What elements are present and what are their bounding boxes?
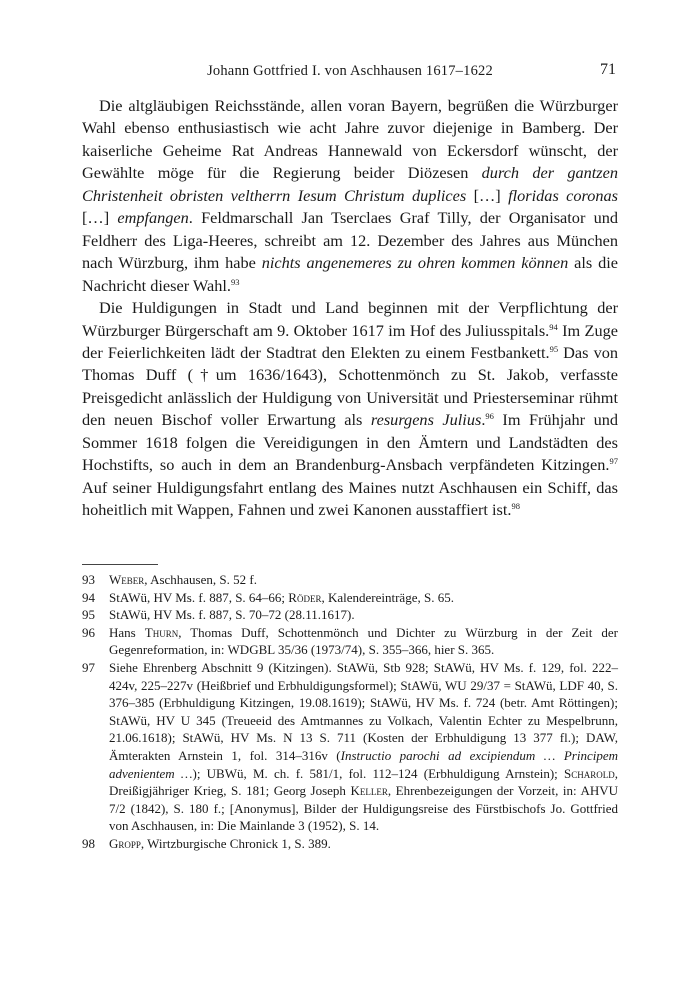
author-name: Gropp xyxy=(109,835,141,851)
footnote-text xyxy=(109,589,618,607)
text-run: Die altgläubigen Reichsstände, allen voran Bayern, begrüßen die Würzburger Wahl ebenso enthusiastisch wie acht Jahre zuvor diejenige in Bamberg. Der kaiserliche Geheime Rat Andreas Hannewald von Eckersdorf wünscht, der Gewählte möge für die Regierung beider Diözesen xyxy=(82,96,618,183)
footnote-number: 98 xyxy=(82,835,95,851)
footnote xyxy=(82,624,618,659)
footnote-text xyxy=(109,624,618,659)
text-run: StAWü, HV Ms. f. 887, S. 70–72 (28.11.1617). xyxy=(109,607,355,623)
page-number: 71 xyxy=(600,61,616,78)
footnote-reference: 96 xyxy=(485,411,494,422)
author-name: Keller xyxy=(350,783,388,799)
text-run: Auf seiner Huldigungsfahrt entlang des Maines nutzt Aschhausen ein Schiff, das hoheitlich mit Wappen, Fahnen und zwei Kanonen ausstaffiert ist. xyxy=(82,477,618,520)
footnote-number: 94 xyxy=(82,589,95,605)
text-run: Im Frühjahr und Sommer 1618 folgen die Vereidigungen in den Ämtern und Landstädten des Hochstifts, so auch in dem an Brandenburg-Ansbach verpfändeten Kitzingen. xyxy=(82,410,619,475)
footnote xyxy=(82,571,618,589)
footnote-divider xyxy=(82,564,158,565)
italic-text: durch der gantzen Christenheit obristen veltherrn Iesum Christum duplices xyxy=(82,163,619,205)
text-run: , Kalendereinträge, S. 65. xyxy=(321,589,454,605)
text-run: Die Huldigungen in Stadt und Land beginnen mit der Verpflichtung der Würzburger Bürgerschaft am 9. Oktober 1617 im Hof des Juliusspitals. xyxy=(82,298,618,340)
footnote-reference: 93 xyxy=(230,276,240,287)
text-run: Hans xyxy=(109,624,145,640)
text-run: . xyxy=(481,410,486,430)
text-run: Siehe Ehrenberg Abschnitt 9 (Kitzingen). StAWü, Stb 928; StAWü, HV Ms. f. 129, fol. 222–424v, 225–227v (Heißbrief und Erbhuldigungsformel); StAWü, WU 29/37 = StAWü, LDF 40, S. 376–385 (Erbhuldigung Kitzingen, 19.08.1619); StAWü, HV Ms. f. 724 (betr. Amt Röttingen); StAWü, HV U 345 (Treueeid des Amtmannes zu Volkach, Valentin Echter zu Mespelbrunn, 21.06.1618); StAWü, HV Ms. N 13 S. 711 (Kosten der Erbhuldigung 13 377 fl.); DAW, Ämterakten Arnstein 1, fol. 314–316v ( xyxy=(109,659,618,763)
footnote-text xyxy=(109,606,618,624)
footnote-reference: 95 xyxy=(549,343,559,354)
footnote-reference: 94 xyxy=(549,321,558,332)
text-run: Im Zuge der Feierlichkeiten lädt der Stadtrat den Elekten zu einem Festbankett. xyxy=(82,320,618,362)
footnote-text xyxy=(109,571,618,589)
footnote-text xyxy=(109,835,618,853)
author-name: Scharold xyxy=(564,765,615,781)
text-run: als die Nachricht dieser Wahl. xyxy=(82,253,618,295)
text-run: […] xyxy=(466,185,509,205)
text-run: . Feldmarschall Jan Tserclaes Graf Tilly, der Organisator und Feldherr des Liga-Heeres, schreibt am 12. Dezember des Jahres aus München nach Würzburg, ihm habe xyxy=(82,208,619,273)
footnote-text xyxy=(109,659,618,835)
italic-text: floridas coronas xyxy=(508,185,619,205)
text-run: […] xyxy=(82,208,118,228)
text-run: , Ehrenbezeigungen der Vorzeit, in: AHVU 7/2 (1842), S. 180 f.; [Anonymus], Bilder der Huldigungsreise des Fürstbischofs Jo. Gottfried von Aschhausen, in: Die Mainlande 3 (1952), S. 14. xyxy=(109,783,618,834)
main-text xyxy=(82,95,618,522)
text-run: Das von Thomas Duff (†um 1636/1643), Schottenmönch zu St. Jakob, verfasste Preisgedicht anlässlich der Huldigung von Universität und Priesterseminar rühmt den neuen Bischof voller Erwartung als xyxy=(82,342,618,430)
italic-text: resurgens Julius xyxy=(370,410,482,430)
footnote xyxy=(82,659,618,835)
author-name: Thurn xyxy=(144,624,179,640)
text-run: , Wirtzburgische Chronick 1, S. 389. xyxy=(140,835,331,851)
footnote-number: 95 xyxy=(82,607,95,623)
footnote-reference: 97 xyxy=(609,456,618,467)
footnote-number: 97 xyxy=(82,659,95,675)
footnote-reference: 98 xyxy=(511,501,520,512)
italic-text: empfangen xyxy=(117,208,189,228)
footnotes xyxy=(82,571,618,853)
footnote xyxy=(82,589,618,607)
author-name: Weber xyxy=(109,572,145,587)
text-run: StAWü, HV Ms. f. 887, S. 64–66; xyxy=(109,589,289,605)
text-run: , Thomas Duff, Schottenmönch und Dichter zu Würzburg in der Zeit der Gegenreformation, in: WDGBL 35/36 (1973/74), S. 355–366, hier S. 365. xyxy=(109,624,619,658)
paragraph xyxy=(82,297,618,522)
italic-text: nichts angenemeres zu ohren kommen können xyxy=(261,253,569,273)
italic-text: Instructio parochi ad excipiendum … Principem advenientem … xyxy=(109,747,618,781)
footnote-number: 93 xyxy=(82,572,95,587)
footnote xyxy=(82,606,618,624)
text-run: ); UBWü, M. ch. f. 581/1, fol. 112–124 (Erbhuldigung Arnstein); xyxy=(192,765,565,781)
text-run: , Aschhausen, S. 52 f. xyxy=(144,572,257,587)
author-name: Röder xyxy=(288,589,322,605)
text-run: , Dreißigjähriger Krieg, S. 181; Georg Joseph xyxy=(109,765,618,799)
footnote-number: 96 xyxy=(82,624,95,640)
footnote xyxy=(82,835,618,853)
paragraph xyxy=(82,95,618,297)
running-title: Johann Gottfried I. von Aschhausen 1617–1622 xyxy=(207,63,493,79)
